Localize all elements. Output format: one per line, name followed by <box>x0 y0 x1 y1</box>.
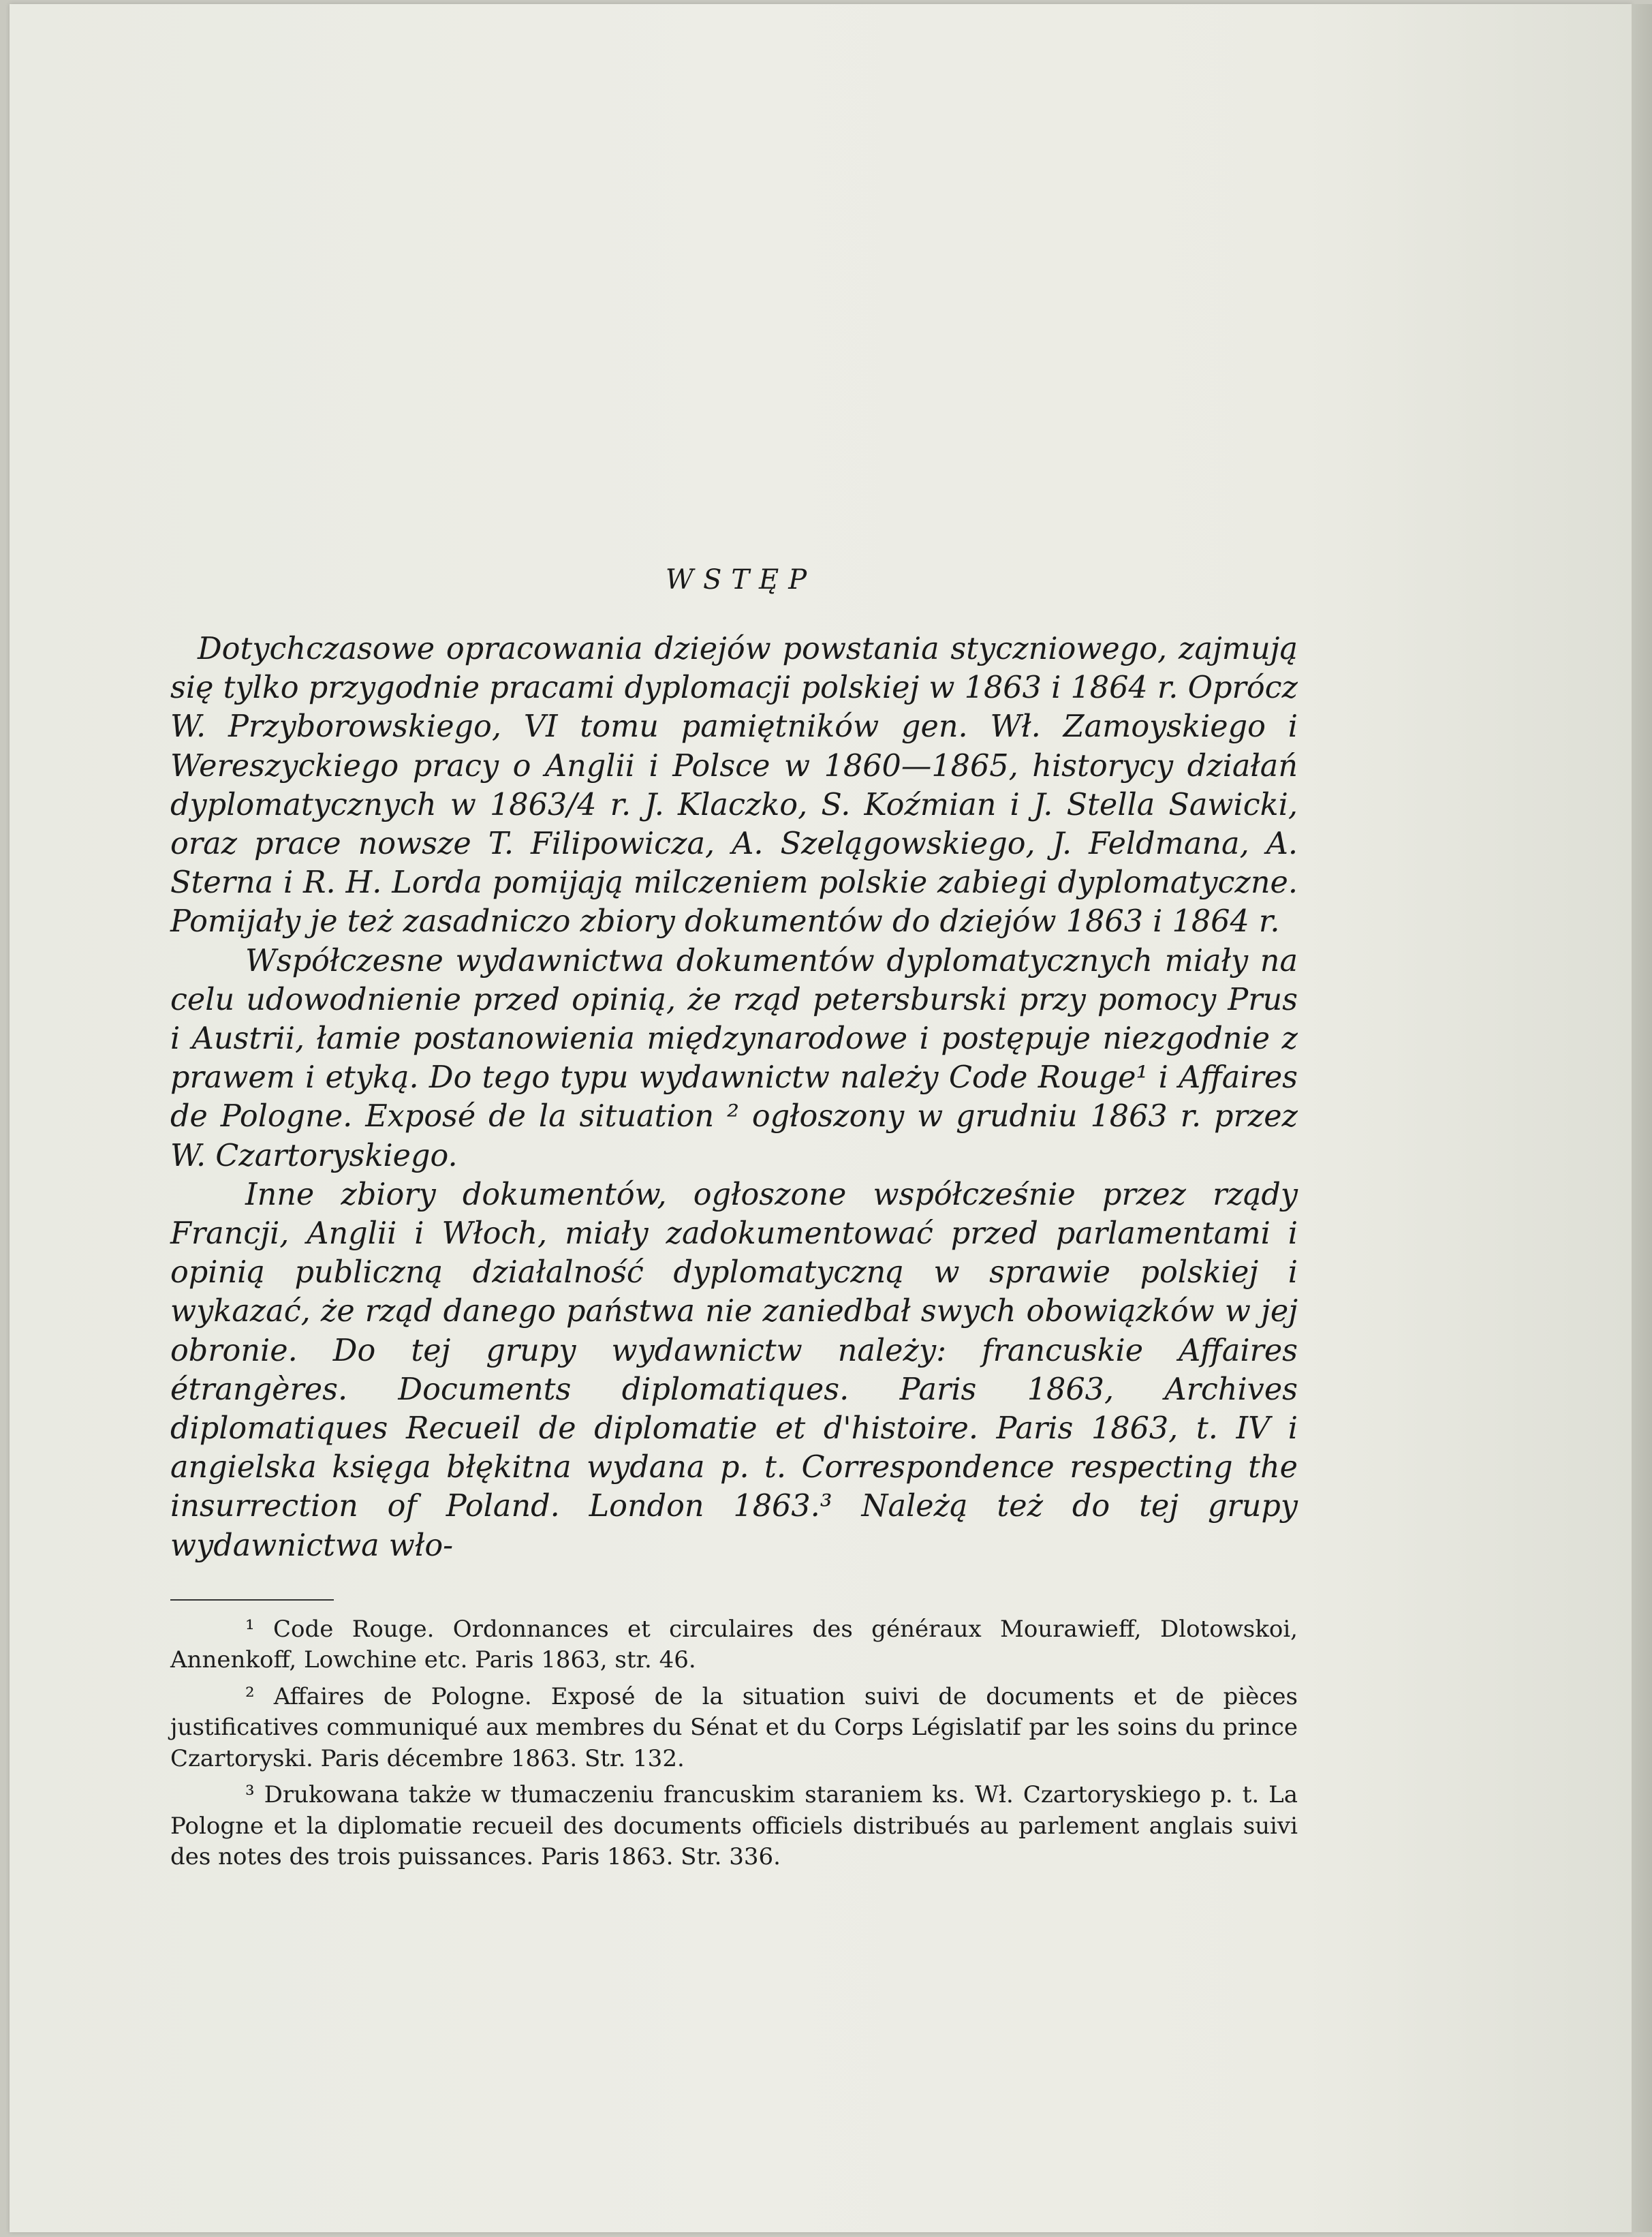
page-content <box>170 564 1298 1879</box>
page-edge <box>1632 4 1652 2232</box>
paragraph-1: Dotychczasowe opracowania dziejów powstania styczniowego, zajmują się tylko przygodnie pracami dyplomacji polskiej w 1863 i 1864 r. Oprócz W. Przyborowskiego, VI tomu pamiętników gen. Wł. Zamoyskiego i Wereszyckiego pracy o Anglii i Polsce w 1860—1865, historycy działań dyplomatycznych w 1863/4 r. J. Klaczko, S. Koźmian i J. Stella Sawicki, oraz prace nowsze T. Filipowicza, A. Szelągowskiego, J. Feldmana, A. Sterna i R. H. Lorda pomijają milczeniem polskie zabiegi dyplomatyczne. Pomijały je też zasadniczo zbiory dokumentów do dziejów 1863 i 1864 r. <box>170 632 1298 940</box>
page-title: WSTĘP <box>665 564 817 596</box>
paragraph-3: Inne zbiory dokumentów, ogłoszone współcześnie przez rządy Francji, Anglii i Włoch, miały zadokumentować przed parlamentami i opinią publiczną działalność dyplomatyczną w sprawie polskiej i wykazać, że rząd danego państwa nie zaniedbał swych obowiązków w jej obronie. Do tej grupy wydawnictw należy: francuskie Affaires étrangères. Documents diplomatiques. Paris 1863, Archives diplomatiques Recueil de diplomatie et d'histoire. Paris 1863, t. IV i angielska księga błękitna wydana p. t. Correspondence respecting the insurrection of Poland. London 1863.³ Należą też do tej grupy wydawnictwa wło- <box>170 1177 1298 1563</box>
footnote-2: ² Affaires de Pologne. Exposé de la situation suivi de documents et de pièces justificatives communiqué aux membres du Sénat et du Corps Législatif par les soins du prince Czartoryski. Paris décembre 1863. Str. 132. <box>170 1682 1298 1772</box>
footnote-1: ¹ Code Rouge. Ordonnances et circulaires des généraux Mourawieff, Dlotowskoi, Annenkoff, Lowchine etc. Paris 1863, str. 46. <box>170 1615 1298 1674</box>
paragraph-2: Współczesne wydawnictwa dokumentów dyplomatycznych miały na celu udowodnienie przed opinią, że rząd petersburski przy pomocy Prus i Austrii, łamie postanowienia międzynarodowe i postępuje niezgodnie z prawem i etyką. Do tego typu wydawnictw należy Code Rouge¹ i Affaires de Pologne. Exposé de la situation ² ogłoszony w grudniu 1863 r. przez W. Czartoryskiego. <box>170 943 1298 1173</box>
footnote-divider <box>170 1599 334 1601</box>
footnote-3: ³ Drukowana także w tłumaczeniu francuskim staraniem ks. Wł. Czartoryskiego p. t. La Pologne et la diplomatie recueil des documents officiels distribués au parlement anglais suivi des notes des trois puissances. Paris 1863. Str. 336. <box>170 1781 1298 1871</box>
